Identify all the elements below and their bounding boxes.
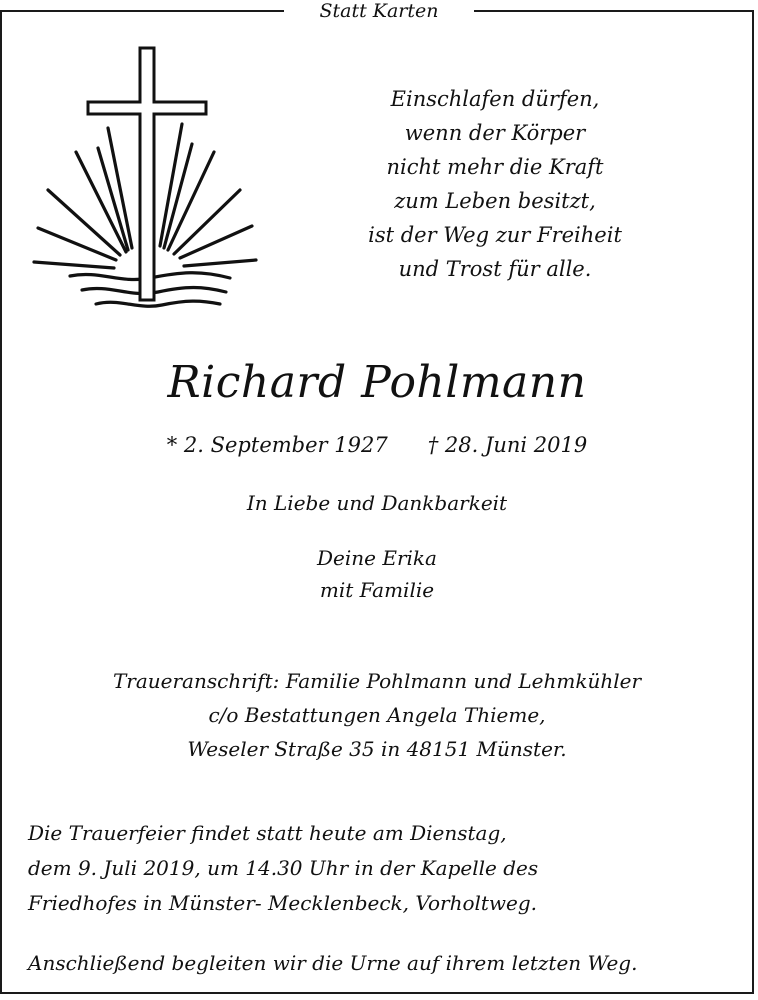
verse-text (330, 82, 660, 286)
ceremony-line: dem 9. Juli 2019, um 14.30 Uhr in der Kapelle des (28, 856, 539, 880)
address-line: c/o Bestattungen Angela Thieme, (208, 703, 546, 727)
verse-line: wenn der Körper (404, 121, 586, 145)
cross-with-sun-rays-and-waves-icon (30, 40, 270, 310)
verse-line: zum Leben besitzt, (394, 189, 596, 213)
verse-line: ist der Weg zur Freiheit (368, 223, 622, 247)
death-date: † 28. Juni 2019 (427, 433, 588, 457)
ceremony-line: Friedhofes in Münster- Mecklenbeck, Vorholtweg. (28, 891, 538, 915)
dedication-text: In Liebe und Dankbarkeit (246, 491, 508, 515)
address-line: Traueranschrift: Familie Pohlmann und Lehmkühler (112, 669, 642, 693)
address-line: Weseler Straße 35 in 48151 Münster. (187, 737, 567, 761)
signer-line: mit Familie (319, 578, 435, 602)
funeral-ceremony-info (28, 816, 738, 921)
signers (0, 542, 754, 606)
closing-text: Anschließend begleiten wir die Urne auf ihrem letzten Weg. (28, 951, 638, 975)
notice-header-label: Statt Karten (284, 0, 474, 22)
ceremony-line: Die Trauerfeier findet statt heute am Dienstag, (28, 821, 507, 845)
deceased-name: Richard Pohlmann (167, 357, 587, 408)
signer-line: Deine Erika (317, 546, 437, 570)
birth-date: * 2. September 1927 (166, 433, 388, 457)
mourning-address (0, 664, 754, 766)
verse-line: und Trost für alle. (398, 257, 592, 281)
verse-line: nicht mehr die Kraft (386, 155, 604, 179)
verse-line: Einschlafen dürfen, (390, 87, 600, 111)
life-dates (0, 430, 754, 460)
